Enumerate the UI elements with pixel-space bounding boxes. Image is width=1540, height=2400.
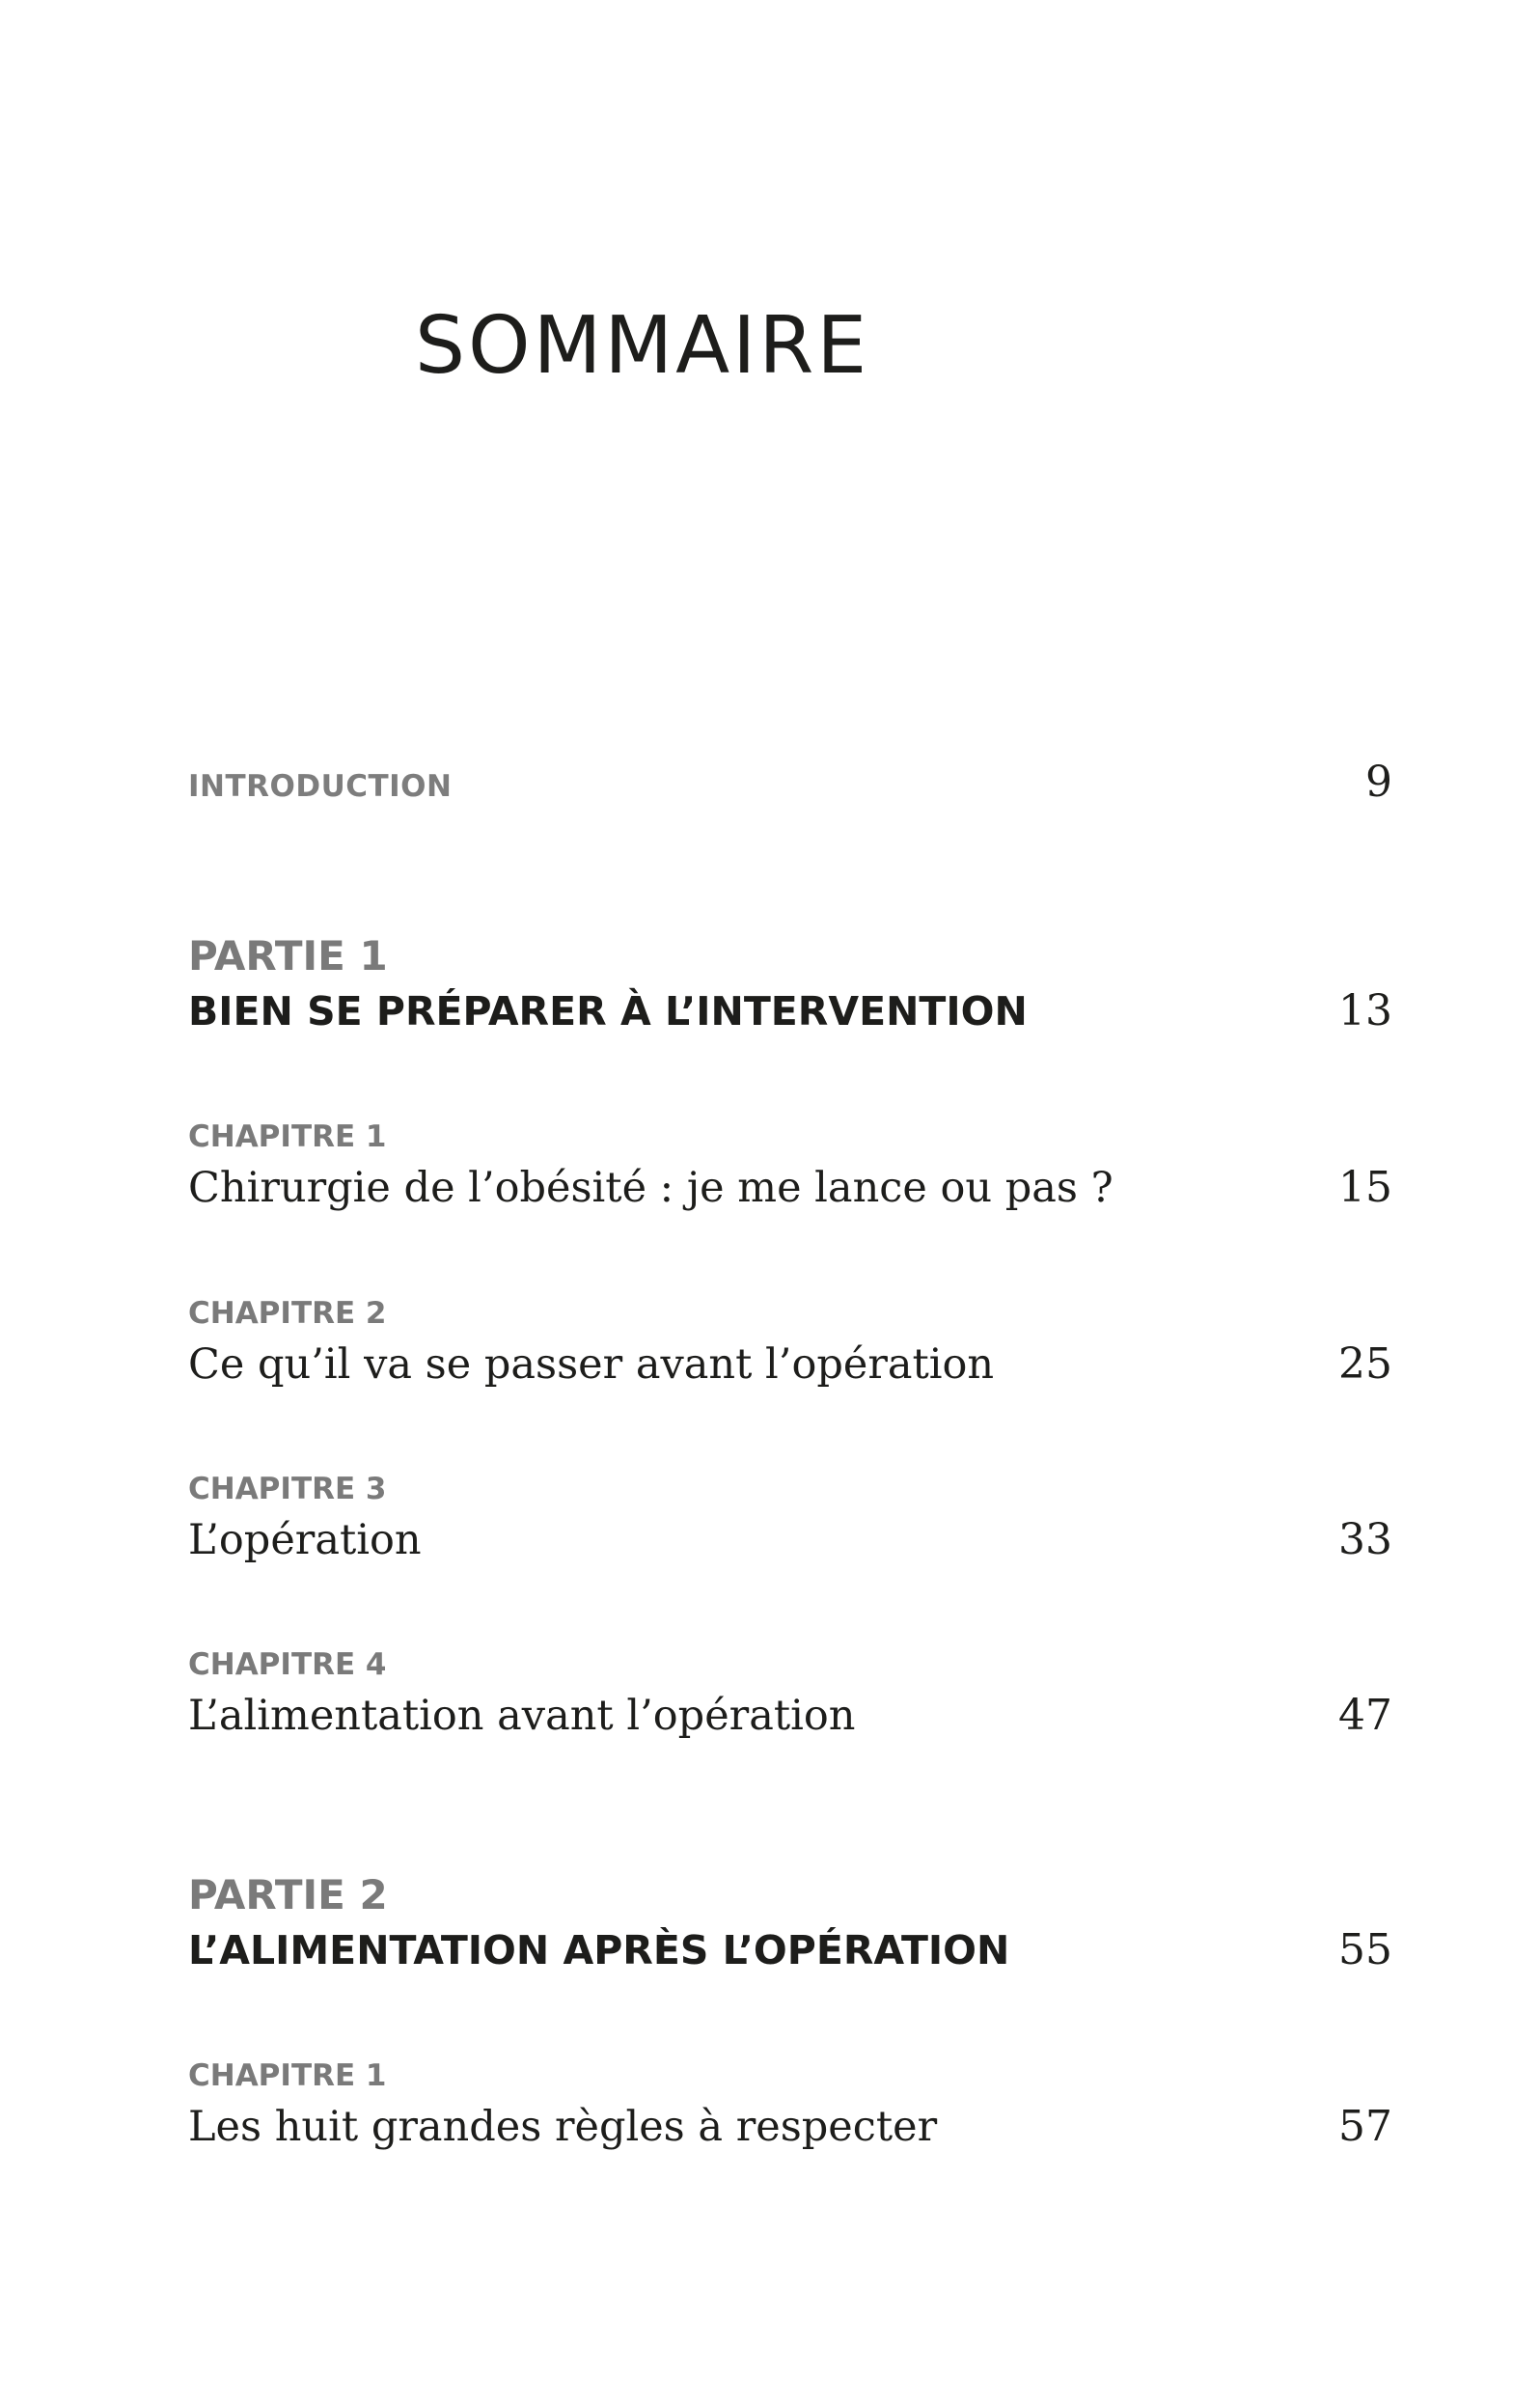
- part-1-chapter-1-title: Chirurgie de l’obésité : je me lance ou pas ?: [188, 1164, 1114, 1212]
- part-2-title: L’ALIMENTATION APRÈS L’OPÉRATION: [188, 1927, 1010, 1973]
- part-1-label: PARTIE 1: [188, 932, 388, 979]
- toc-entry-part-2-chapter-1[interactable]: [188, 2102, 1392, 2151]
- part-1-chapter-2-label: CHAPITRE 2: [188, 1296, 387, 1331]
- part-1-chapter-2-title: Ce qu’il va se passer avant l’opération: [188, 1340, 995, 1389]
- toc-entry-introduction[interactable]: [188, 758, 1392, 807]
- part-1-chapter-4-page-number: 47: [1338, 1691, 1392, 1740]
- introduction-label: INTRODUCTION: [188, 769, 453, 804]
- part-1-chapter-3-title: L’opération: [188, 1516, 422, 1564]
- part-1-page-number: 13: [1338, 986, 1392, 1035]
- toc-entry-part-1-chapter-4[interactable]: [188, 1691, 1392, 1740]
- part-1-chapter-3-page-number: 33: [1338, 1515, 1392, 1564]
- toc-entry-part-1-chapter-3[interactable]: [188, 1515, 1392, 1564]
- toc-entry-part-1[interactable]: [188, 986, 1392, 1035]
- part-2-chapter-1-page-number: 57: [1338, 2102, 1392, 2151]
- part-1-title: BIEN SE PRÉPARER À L’INTERVENTION: [188, 988, 1028, 1034]
- toc-entry-part-2[interactable]: [188, 1925, 1392, 1974]
- toc-entry-part-1-chapter-1[interactable]: [188, 1163, 1392, 1212]
- part-1-chapter-1-label: CHAPITRE 1: [188, 1119, 387, 1154]
- part-1-chapter-4-title: L’alimentation avant l’opération: [188, 1692, 856, 1740]
- introduction-page-number: 9: [1365, 758, 1392, 807]
- part-2-chapter-1-label: CHAPITRE 1: [188, 2058, 387, 2093]
- part-1-chapter-2-page-number: 25: [1338, 1339, 1392, 1389]
- part-1-chapter-1-page-number: 15: [1338, 1163, 1392, 1212]
- part-2-chapter-1-title: Les huit grandes règles à respecter: [188, 2103, 938, 2151]
- part-1-chapter-4-label: CHAPITRE 4: [188, 1647, 387, 1682]
- part-1-chapter-3-label: CHAPITRE 3: [188, 1472, 387, 1506]
- part-2-page-number: 55: [1338, 1925, 1392, 1974]
- part-2-label: PARTIE 2: [188, 1871, 388, 1918]
- page-title: SOMMAIRE: [415, 300, 870, 392]
- toc-entry-part-1-chapter-2[interactable]: [188, 1339, 1392, 1389]
